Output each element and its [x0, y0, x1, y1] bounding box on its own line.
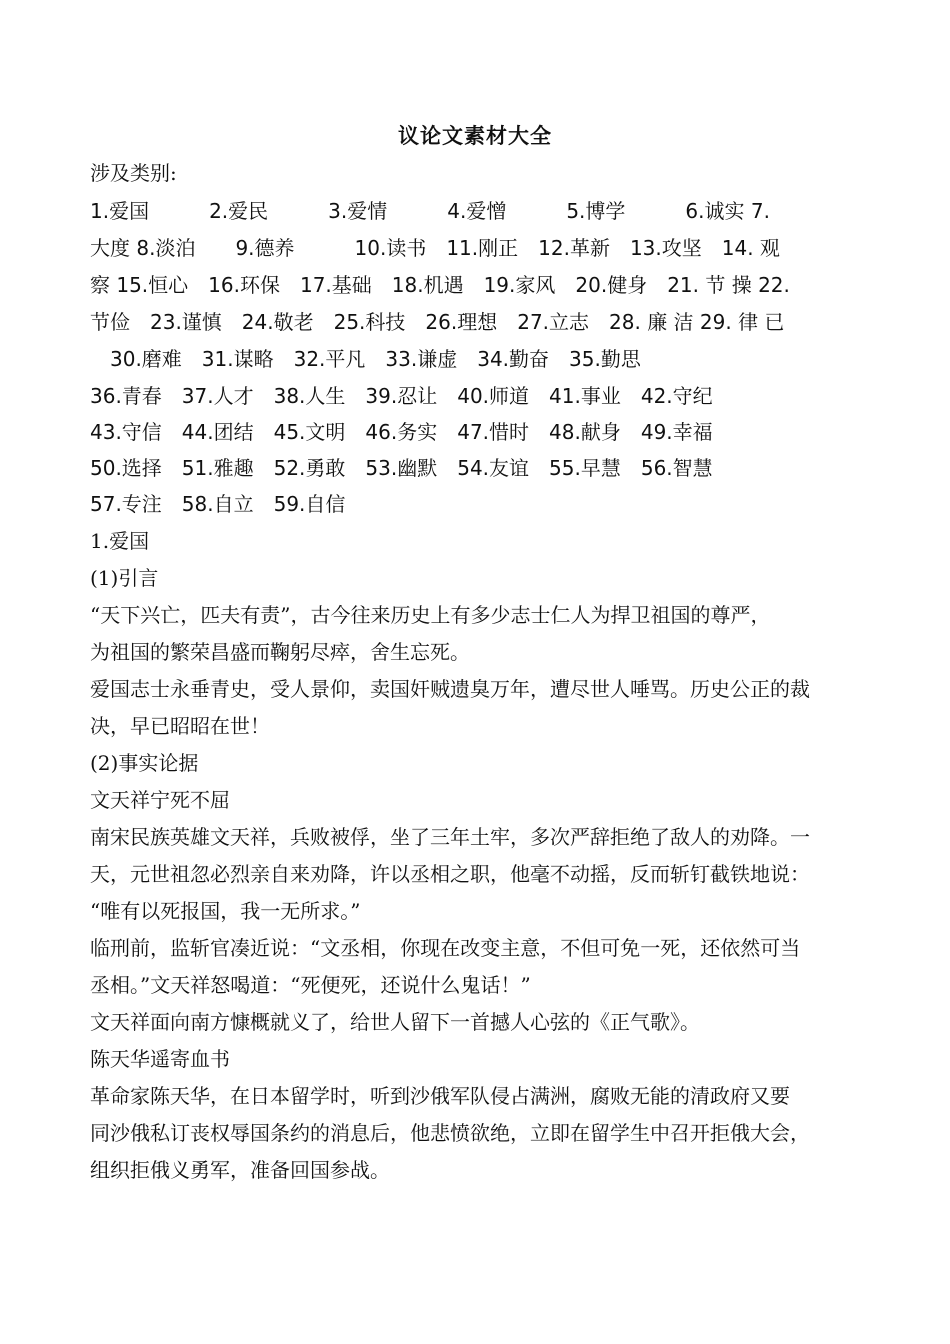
category-line: 36.青春 37.人才 38.人生 39.忍让 40.师道 41.事业 42.守纪 — [90, 384, 713, 408]
body-line: 为祖国的繁荣昌盛而鞠躬尽瘁，舍生忘死。 — [90, 640, 470, 664]
section-title: 1.爱国 — [90, 529, 150, 553]
category-line: 察 15.恒心 16.环保 17.基础 18.机遇 19.家风 20.健身 21. 节 操 22. — [90, 273, 790, 297]
category-line: 43.守信 44.团结 45.文明 46.务实 47.惜时 48.献身 49.幸福 — [90, 420, 713, 444]
body-line: “唯有以死报国，我一无所求。” — [90, 899, 361, 923]
story-title: 文天祥宁死不屈 — [90, 788, 230, 812]
subsection-heading: (1)引言 — [90, 566, 159, 590]
subsection-heading: (2)事实论据 — [90, 751, 199, 775]
category-line: 30.磨难 31.谋略 32.平凡 33.谦虚 34.勤奋 35.勤思 — [90, 347, 641, 371]
body-line: 革命家陈天华，在日本留学时，听到沙俄军队侵占满洲，腐败无能的清政府又要 — [90, 1084, 790, 1108]
body-line: 组织拒俄义勇军，准备回国参战。 — [90, 1158, 390, 1182]
body-line: 文天祥面向南方慷概就义了，给世人留下一首撼人心弦的《正气歌》。 — [90, 1010, 700, 1034]
category-line: 1.爱国 2.爱民 3.爱情 4.爱憎 5.博学 6.诚实 7. — [90, 199, 770, 223]
body-line: 同沙俄私订丧权辱国条约的消息后，他悲愤欲绝，立即在留学生中召开拒俄大会， — [90, 1121, 810, 1145]
category-line: 50.选择 51.雅趣 52.勇敢 53.幽默 54.友谊 55.早慧 56.智慧 — [90, 456, 713, 480]
body-line: 临刑前，监斩官凑近说：“文丞相，你现在改变主意，不但可免一死，还依然可当 — [90, 936, 801, 960]
category-line: 节俭 23.谨慎 24.敬老 25.科技 26.理想 27.立志 28. 廉 洁 29. 律 已 — [90, 310, 785, 334]
story-title: 陈天华遥寄血书 — [90, 1047, 230, 1071]
category-line: 57.专注 58.自立 59.自信 — [90, 492, 346, 516]
body-line: 南宋民族英雄文天祥，兵败被俘，坐了三年土牢，多次严辞拒绝了敌人的劝降。一 — [90, 825, 810, 849]
document-title: 议论文素材大全 — [398, 123, 552, 148]
body-line: 丞相。”文天祥怒喝道：“死便死，还说什么鬼话！” — [90, 973, 531, 997]
body-line: 决，早已昭昭在世！ — [90, 714, 270, 738]
body-line: 天，元世祖忽必烈亲自来劝降，许以丞相之职，他毫不动摇，反而斩钉截铁地说： — [90, 862, 810, 886]
body-line: “天下兴亡，匹夫有责”，古今往来历史上有多少志士仁人为捍卫祖国的尊严， — [90, 603, 771, 627]
categories-label: 涉及类别: — [90, 161, 177, 185]
category-line: 大度 8.淡泊 9.德养 10.读书 11.刚正 12.革新 13.攻坚 14. 观 — [90, 236, 780, 260]
body-line: 爱国志士永垂青史，受人景仰，卖国奸贼遗臭万年，遭尽世人唾骂。历史公正的裁 — [90, 677, 810, 701]
